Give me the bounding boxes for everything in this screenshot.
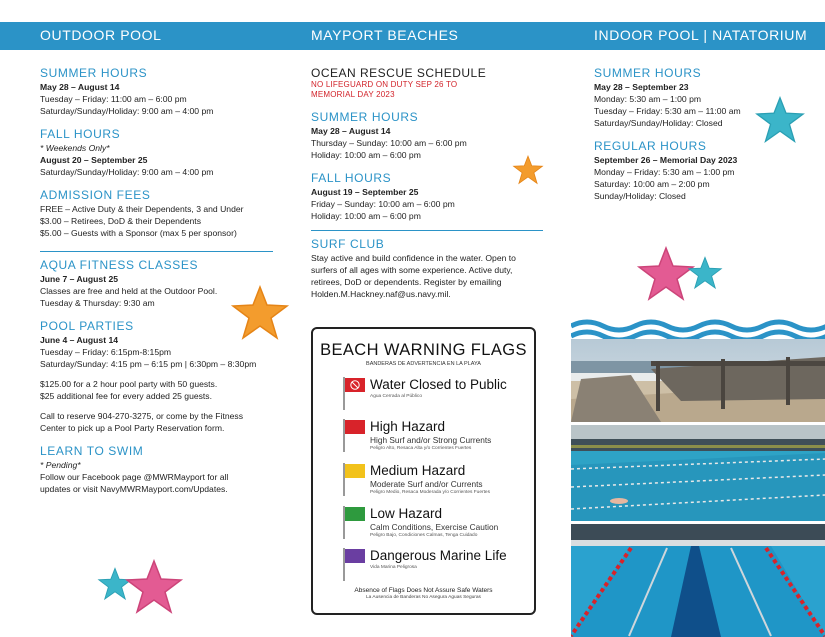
- flag-spanish: Agua Cerrada al Público: [370, 394, 422, 399]
- flags-footnote-spanish: La Ausencia de Banderas No Asegura Aguas Seguras: [366, 595, 481, 600]
- beach-fall-line: Holiday: 10:00 am – 6:00 pm: [311, 211, 421, 221]
- beach-fall-line: Friday – Sunday: 10:00 am – 6:00 pm: [311, 199, 455, 209]
- aqua-fitness-line: Tuesday & Thursday: 9:30 am: [40, 298, 155, 308]
- wave-decoration: [571, 318, 825, 340]
- flags-footnote: Absence of Flags Does Not Assure Safe Waters: [354, 587, 493, 594]
- no-swimming-icon: [345, 378, 365, 392]
- learn-to-swim-title: LEARN TO SWIM: [40, 444, 144, 458]
- outdoor-fall-line: Saturday/Sunday/Holiday: 9:00 am – 4:00 pm: [40, 167, 214, 177]
- pool-parties-line: $125.00 for a 2 hour pool party with 50 guests.: [40, 379, 218, 389]
- header-indoor-pool: INDOOR POOL | NATATORIUM: [594, 27, 808, 43]
- teal-starfish-icon: [754, 96, 806, 144]
- indoor-summer-line: Monday: 5:30 am – 1:00 pm: [594, 94, 702, 104]
- admission-fee-line: $3.00 – Retirees, DoD & their Dependents: [40, 216, 201, 226]
- indoor-regular-dates: September 26 – Memorial Day 2023: [594, 155, 738, 165]
- pool-parties-line: Saturday/Sunday: 4:15 pm – 6:15 pm | 6:30pm – 8:30pm: [40, 359, 257, 369]
- admission-fee-line: $5.00 – Guests with a Sponsor (max 5 per sponsor): [40, 228, 237, 238]
- pool-parties-title: POOL PARTIES: [40, 319, 134, 333]
- mayport-beaches-column: [311, 58, 543, 300]
- red-flag-icon: [345, 420, 365, 434]
- flag-spanish: Vida Marina Peligrosa: [370, 565, 417, 570]
- flag-title: Water Closed to Public: [370, 377, 507, 392]
- outdoor-summer-title: SUMMER HOURS: [40, 66, 148, 80]
- beach-summer-line: Thursday – Sunday: 10:00 am – 6:00 pm: [311, 138, 467, 148]
- indoor-regular-line: Monday – Friday: 5:30 am – 1:00 pm: [594, 167, 735, 177]
- outdoor-fall-title: FALL HOURS: [40, 127, 121, 141]
- surf-club-line: retirees, DoD or dependents. Register by emailing: [311, 277, 502, 287]
- beach-boardwalk-photo: [571, 339, 825, 422]
- indoor-summer-dates: May 28 – September 23: [594, 82, 689, 92]
- outdoor-fall-dates: August 20 – September 25: [40, 155, 148, 165]
- divider: [311, 230, 543, 231]
- beach-warning-flags-panel: [311, 327, 536, 615]
- beach-fall-title: FALL HOURS: [311, 171, 392, 185]
- indoor-summer-title: SUMMER HOURS: [594, 66, 702, 80]
- beach-summer-line: Holiday: 10:00 am – 6:00 pm: [311, 150, 421, 160]
- learn-to-swim-line: updates or visit NavyMWRMayport.com/Updates.: [40, 484, 228, 494]
- learn-to-swim-line: Follow our Facebook page @MWRMayport for all: [40, 472, 229, 482]
- flag-spanish: Peligro Medio, Resaca Moderada y/o Corrientes Fuertes: [370, 490, 490, 495]
- beach-fall-dates: August 19 – September 25: [311, 187, 419, 197]
- outdoor-fall-note: * Weekends Only*: [40, 143, 110, 153]
- outdoor-summer-dates: May 28 – August 14: [40, 82, 120, 92]
- flag-title: Low Hazard: [370, 506, 443, 521]
- red-flag-icon: [345, 378, 365, 392]
- indoor-pool-photo: [571, 425, 825, 521]
- admission-fees-title: ADMISSION FEES: [40, 188, 151, 202]
- flag-title: Medium Hazard: [370, 463, 466, 478]
- flag-title: High Hazard: [370, 419, 446, 434]
- beach-summer-title: SUMMER HOURS: [311, 110, 419, 124]
- surf-club-email: Holden.M.Hackney.naf@us.navy.mil.: [311, 289, 451, 299]
- indoor-summer-line: Saturday/Sunday/Holiday: Closed: [594, 118, 723, 128]
- orange-starfish-icon: [512, 155, 544, 185]
- outdoor-summer-line: Tuesday – Friday: 11:00 am – 6:00 pm: [40, 94, 187, 104]
- lap-pool-photo: [571, 524, 825, 637]
- pool-parties-line: $25 additional fee for every added 25 guests.: [40, 391, 212, 401]
- header-outdoor-pool: OUTDOOR POOL: [40, 27, 162, 43]
- aqua-fitness-title: AQUA FITNESS CLASSES: [40, 258, 199, 272]
- flags-title: BEACH WARNING FLAGS: [320, 341, 527, 359]
- outdoor-summer-line: Saturday/Sunday/Holiday: 9:00 am – 4:00 pm: [40, 106, 214, 116]
- outdoor-pool-column: [40, 58, 280, 495]
- aqua-fitness-line: Classes are free and held at the Outdoor Pool.: [40, 286, 218, 296]
- divider: [40, 251, 273, 252]
- purple-flag-icon: [345, 549, 365, 563]
- aqua-fitness-dates: June 7 – August 25: [40, 274, 119, 284]
- surf-club-line: surfers of all ages with some experience. Active duty,: [311, 265, 513, 275]
- yellow-flag-icon: [345, 464, 365, 478]
- green-flag-icon: [345, 507, 365, 521]
- flag-title: Dangerous Marine Life: [370, 548, 507, 563]
- indoor-regular-line: Sunday/Holiday: Closed: [594, 191, 686, 201]
- ocean-rescue-notice: NO LIFEGUARD ON DUTY SEP 26 TO: [311, 80, 458, 89]
- header-mayport-beaches: MAYPORT BEACHES: [311, 27, 459, 43]
- pool-parties-line: Center to pick up a Pool Party Reservation form.: [40, 423, 225, 433]
- flag-spanish: Peligro Alto, Resaca Alta y/o Corrientes Fuertes: [370, 446, 472, 451]
- orange-starfish-icon: [230, 285, 290, 341]
- pool-parties-dates: June 4 – August 14: [40, 335, 119, 345]
- pink-starfish-icon: [124, 558, 184, 616]
- pool-parties-line: Tuesday – Friday: 6:15pm-8:15pm: [40, 347, 172, 357]
- ocean-rescue-notice: MEMORIAL DAY 2023: [311, 90, 395, 99]
- flag-subtitle: High Surf and/or Strong Currents: [370, 435, 492, 445]
- flag-subtitle: Moderate Surf and/or Currents: [370, 479, 483, 489]
- flag-spanish: Peligro Bajo, Condiciones Calmas, Tenga Cuidado: [370, 533, 478, 538]
- indoor-regular-line: Saturday: 10:00 am – 2:00 pm: [594, 179, 710, 189]
- indoor-regular-title: REGULAR HOURS: [594, 139, 707, 153]
- learn-to-swim-note: * Pending*: [40, 460, 81, 470]
- ocean-rescue-title: OCEAN RESCUE SCHEDULE: [311, 66, 487, 80]
- pool-parties-line: Call to reserve 904-270-3275, or come by the Fitness: [40, 411, 244, 421]
- surf-club-title: SURF CLUB: [311, 237, 385, 251]
- beach-summer-dates: May 28 – August 14: [311, 126, 391, 136]
- section-header-bar: [0, 22, 825, 50]
- surf-club-line: Stay active and build confidence in the water. Open to: [311, 253, 516, 263]
- admission-fee-line: FREE – Active Duty & their Dependents, 3 and Under: [40, 204, 244, 214]
- flags-subtitle: BANDERAS DE ADVERTENCIA EN LA PLAYA: [366, 361, 481, 367]
- teal-starfish-icon: [687, 256, 723, 290]
- flag-subtitle: Calm Conditions, Exercise Caution: [370, 522, 499, 532]
- indoor-summer-line: Tuesday – Friday: 5:30 am – 11:00 am: [594, 106, 741, 116]
